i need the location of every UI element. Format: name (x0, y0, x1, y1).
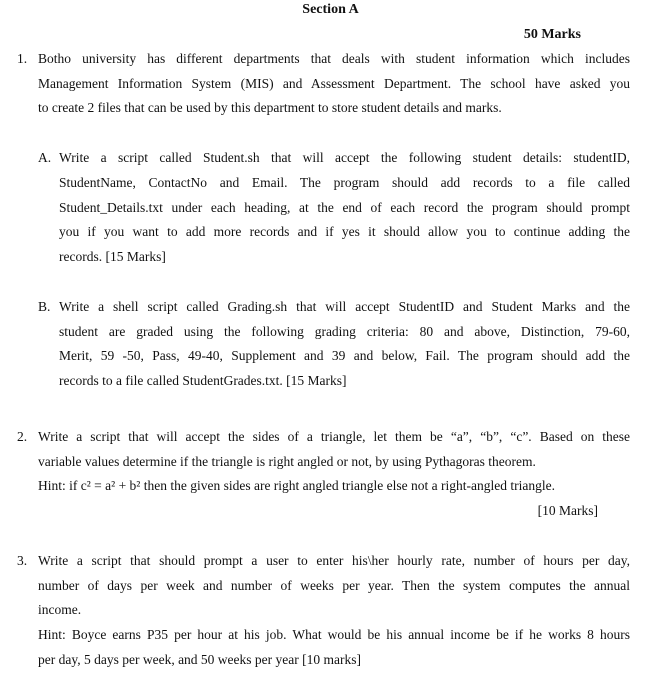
question-line: StudentName, ContactNo and Email. The program should add records to a file called (59, 175, 630, 190)
question-line: you if you want to add more records and if yes it should allow you to continue adding the (59, 224, 630, 239)
question-number: 3. (17, 553, 28, 568)
question-line: Write a script that should prompt a user to enter his\her hourly rate, number of hours per day, (38, 553, 630, 568)
sub-question-label: A. (38, 150, 52, 165)
question-line: records to a file called StudentGrades.txt. [15 Marks] (59, 373, 347, 388)
question-line: per day, 5 days per week, and 50 weeks per year [10 marks] (38, 652, 361, 667)
sub-question-label: B. (38, 299, 51, 314)
question-number: 1. (17, 51, 28, 66)
question-line: Write a shell script called Grading.sh that will accept StudentID and Student Marks and the (59, 299, 630, 314)
section-title: Section A (302, 2, 359, 17)
question-line: income. (38, 602, 82, 617)
question-line: Write a script called Student.sh that will accept the following student details: studentID, (59, 150, 630, 165)
question-line: Student_Details.txt under each heading, at the end of each record the program should prompt (59, 200, 630, 215)
question-line: number of days per week and number of weeks per year. Then the system computes the annual (38, 578, 630, 593)
question-line: Hint: if c² = a² + b² then the given sides are right angled triangle else not a right-angled triangle. (38, 478, 555, 493)
question-line: Hint: Boyce earns P35 per hour at his job. What would be his annual income be if he works 8 hours (38, 627, 630, 642)
question-number: 2. (17, 429, 28, 444)
question-line: to create 2 files that can be used by this department to store student details and marks. (38, 100, 502, 115)
question-line: student are graded using the following grading criteria: 80 and above, Distinction, 79-60, (59, 324, 630, 339)
question-line: Management Information System (MIS) and Assessment Department. The school have asked you (38, 76, 630, 91)
question-line: Write a script that will accept the sides of a triangle, let them be “a”, “b”, “c”. Based on these (38, 429, 630, 444)
total-marks: 50 Marks (523, 27, 581, 42)
question-line: records. [15 Marks] (59, 249, 166, 264)
question-line: Merit, 59 -50, Pass, 49-40, Supplement and 39 and below, Fail. The program should add the (59, 348, 630, 363)
question-line: variable values determine if the triangle is right angled or not, by using Pythagoras theorem. (38, 454, 536, 469)
question-line: Botho university has different departments that deals with student information which includes (38, 51, 630, 66)
question-marks: [10 Marks] (537, 503, 598, 518)
